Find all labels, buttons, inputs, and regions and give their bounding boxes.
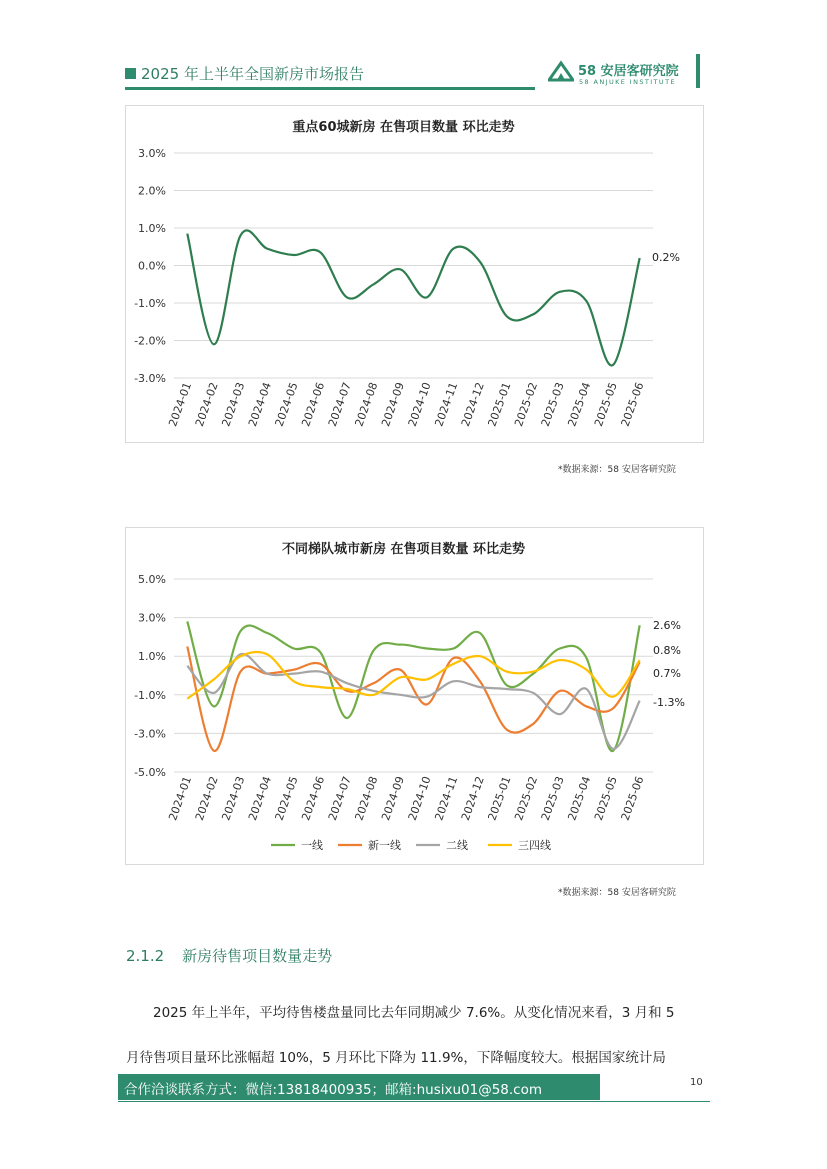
logo-name: 58 安居客研究院: [578, 64, 679, 79]
report-title: 2025 年上半年全国新房市场报告: [141, 65, 364, 83]
x-tick-label: 2024-10: [405, 380, 434, 429]
x-tick-label: 2024-01: [166, 380, 195, 429]
y-tick-label: 5.0%: [138, 573, 166, 586]
y-tick-label: 0.0%: [138, 259, 166, 273]
section-number: 2.1.2: [126, 947, 165, 965]
x-tick-label: 2024-12: [458, 774, 487, 823]
x-tick-label: 2025-01: [485, 774, 514, 823]
legend-label: 二线: [446, 839, 468, 852]
y-tick-label: 1.0%: [138, 650, 166, 664]
x-tick-label: 2025-03: [538, 380, 567, 429]
series-line: [187, 652, 639, 699]
chart2-source: *数据来源：58 安居客研究院: [558, 888, 676, 898]
x-tick-label: 2024-05: [272, 774, 301, 823]
x-tick-label: 2024-08: [352, 774, 381, 823]
end-value-label: 0.8%: [653, 644, 681, 657]
x-tick-label: 2025-04: [565, 774, 594, 823]
chart1-source: *数据来源：58 安居客研究院: [558, 465, 676, 475]
x-tick-label: 2024-02: [192, 774, 221, 823]
section-title: 新房待售项目数量走势: [182, 947, 333, 965]
x-tick-label: 2025-03: [538, 774, 567, 823]
y-tick-label: -1.0%: [134, 688, 166, 702]
x-tick-label: 2024-08: [352, 380, 381, 429]
header-square-icon: [125, 68, 136, 79]
paragraph-line-2: 月待售项目量环比涨幅超 10%，5 月环比下降为 11.9%，下降幅度较大。根据国家统计局: [126, 1050, 666, 1066]
end-value-label: 0.7%: [653, 667, 681, 680]
logo-house-icon: [548, 60, 574, 82]
y-tick-label: 3.0%: [138, 147, 166, 160]
chart-60-cities: [125, 105, 704, 443]
x-tick-label: 2024-02: [192, 380, 221, 429]
x-tick-label: 2024-09: [379, 380, 408, 429]
x-tick-label: 2025-02: [512, 774, 541, 823]
x-tick-label: 2025-04: [565, 380, 594, 429]
header-rule: [125, 87, 535, 90]
chart-60-cities-svg: [126, 106, 703, 442]
x-tick-label: 2024-04: [246, 380, 274, 429]
y-tick-label: 3.0%: [138, 611, 166, 625]
legend-item: [271, 838, 323, 852]
x-tick-label: 2025-05: [591, 774, 620, 823]
x-tick-label: 2024-04: [246, 774, 274, 823]
chart-title: 不同梯队城市新房 在售项目数量 环比走势: [281, 542, 526, 557]
section-heading: [126, 945, 332, 966]
footer-contact: 合作洽谈联系方式：微信:13818400935；邮箱:husixu01@58.com: [124, 1082, 542, 1098]
paragraph-line-1: 2025 年上半年，平均待售楼盘量同比去年同期减少 7.6%。从变化情况来看，3 月和 5: [153, 1005, 675, 1021]
y-tick-label: 1.0%: [138, 222, 166, 235]
x-tick-label: 2025-05: [591, 380, 620, 429]
x-tick-label: 2024-09: [379, 774, 408, 823]
logo-bar: [696, 54, 700, 88]
legend-item: [488, 838, 551, 852]
y-tick-label: -5.0%: [134, 766, 166, 779]
x-tick-label: 2025-06: [618, 380, 647, 429]
institute-logo: [548, 58, 708, 92]
chart-tier-cities-svg: [126, 528, 703, 864]
x-tick-label: 2024-07: [325, 380, 354, 429]
legend-label: 三四线: [518, 839, 551, 852]
x-tick-label: 2024-05: [272, 380, 301, 429]
footer-line: [118, 1101, 710, 1102]
y-tick-label: 2.0%: [138, 184, 166, 198]
x-tick-label: 2024-01: [166, 774, 195, 823]
x-tick-label: 2024-10: [405, 774, 434, 823]
x-tick-label: 2024-03: [219, 774, 248, 823]
chart-title: 重点60城新房 在售项目数量 环比走势: [292, 120, 515, 135]
legend-label: 一线: [301, 839, 323, 852]
legend-item: [416, 838, 468, 852]
x-tick-label: 2024-03: [219, 380, 248, 429]
legend-item: [338, 838, 401, 852]
end-value-label: 0.2%: [652, 251, 680, 264]
x-tick-label: 2024-11: [432, 380, 461, 429]
x-tick-label: 2025-06: [618, 774, 647, 823]
y-tick-label: -3.0%: [134, 372, 166, 385]
x-tick-label: 2024-11: [432, 774, 461, 823]
end-value-label: 2.6%: [653, 619, 681, 632]
y-tick-label: -2.0%: [134, 334, 166, 348]
x-tick-label: 2024-07: [325, 774, 354, 823]
end-value-label: -1.3%: [653, 696, 685, 709]
chart-tier-cities: [125, 527, 704, 865]
x-tick-label: 2024-06: [299, 380, 328, 429]
logo-subtitle: 58 ANJUKE INSTITUTE: [579, 78, 676, 86]
x-tick-label: 2024-12: [458, 380, 487, 429]
page-number: 10: [690, 1077, 703, 1088]
x-tick-label: 2024-06: [299, 774, 328, 823]
x-tick-label: 2025-02: [512, 380, 541, 429]
y-tick-label: -3.0%: [134, 727, 166, 741]
series-line: [187, 230, 639, 365]
x-tick-label: 2025-01: [485, 380, 514, 429]
series-line: [187, 622, 639, 752]
y-tick-label: -1.0%: [134, 297, 166, 310]
legend-label: 新一线: [368, 839, 401, 852]
